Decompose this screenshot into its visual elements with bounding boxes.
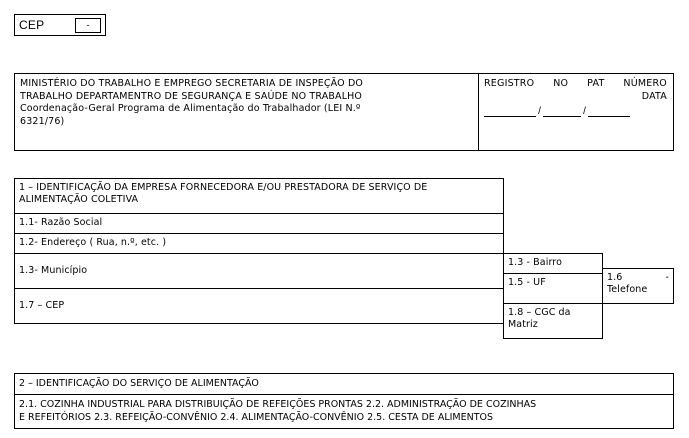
date-year-slot[interactable] <box>588 105 630 117</box>
section-2-options[interactable] <box>14 395 674 429</box>
field-razao-social[interactable]: 1.1- Razão Social <box>14 213 504 234</box>
registro-cell <box>479 74 673 150</box>
cep-top-box <box>14 14 106 36</box>
field-bairro[interactable]: 1.3 - Bairro <box>503 253 603 274</box>
date-month-slot[interactable] <box>543 105 581 117</box>
field-municipio[interactable]: 1.3- Município <box>14 253 504 289</box>
field-uf[interactable]: 1.5 - UF <box>503 273 603 304</box>
field-telefone[interactable] <box>602 268 674 304</box>
header-block <box>14 73 674 151</box>
registro-label: REGISTRO <box>484 78 535 89</box>
date-separator-2: / <box>583 106 586 117</box>
date-separator-1: / <box>538 106 541 117</box>
data-label: DATA <box>641 90 667 102</box>
section-2 <box>14 373 674 429</box>
cep-top-label: CEP <box>19 18 45 32</box>
ministry-line-2: TRABALHO DEPARTAMENTRO DE SEGURANÇA E SAÚDE NO TRABALHO <box>20 90 363 102</box>
section-1-title: 1 – IDENTIFICAÇÃO DA EMPRESA FORNECEDORA E/OU PRESTADORA DE SERVIÇO DE ALIMENTAÇÃO COLETIVA <box>14 178 504 214</box>
pat-label: PAT <box>587 78 605 89</box>
section-1 <box>14 178 674 342</box>
cgc-line-1: 1.8 – CGC da <box>508 307 571 318</box>
section-2-options-line-2: E REFEITÓRIOS 2.3. REFEIÇÃO-CONVÊNIO 2.4. ALIMENTAÇÃO-CONVÊNIO 2.5. CESTA DE ALIMENTOS <box>19 412 494 423</box>
numero-label: NÚMERO <box>623 78 667 89</box>
date-day-slot[interactable] <box>484 105 536 117</box>
registro-header-row <box>484 78 667 91</box>
ministry-line-4: 6321/76) <box>20 115 65 127</box>
section-2-options-line-1: 2.1. COZINHA INDUSTRIAL PARA DISTRIBUIÇÃO DE REFEIÇÕES PRONTAS 2.2. ADMINISTRAÇÃO DE COZINHAS <box>19 399 537 410</box>
ministry-line-1: MINISTÉRIO DO TRABALHO E EMPREGO SECRETARIA DE INSPEÇÃO DO <box>20 78 364 89</box>
telefone-number-label: 1.6 <box>607 272 623 283</box>
cgc-line-2: Matriz <box>508 319 538 330</box>
ministry-cell <box>15 74 479 150</box>
no-label: NO <box>553 78 569 89</box>
telefone-label: Telefone <box>607 284 648 295</box>
ministry-line-3: Coordenação-Geral Programa de Alimentação do Trabalhador (LEI N.º <box>20 103 361 114</box>
field-cgc-matriz[interactable] <box>503 303 603 339</box>
date-entry-row[interactable] <box>484 105 667 117</box>
field-cep[interactable]: 1.7 – CEP <box>14 288 504 324</box>
cep-top-input[interactable]: - <box>75 18 101 33</box>
field-endereco[interactable]: 1.2- Endereço ( Rua, n.º, etc. ) <box>14 233 504 254</box>
section-2-title: 2 – IDENTIFICAÇÃO DO SERVIÇO DE ALIMENTAÇÃO <box>14 373 674 395</box>
telefone-dash: - <box>665 272 669 283</box>
